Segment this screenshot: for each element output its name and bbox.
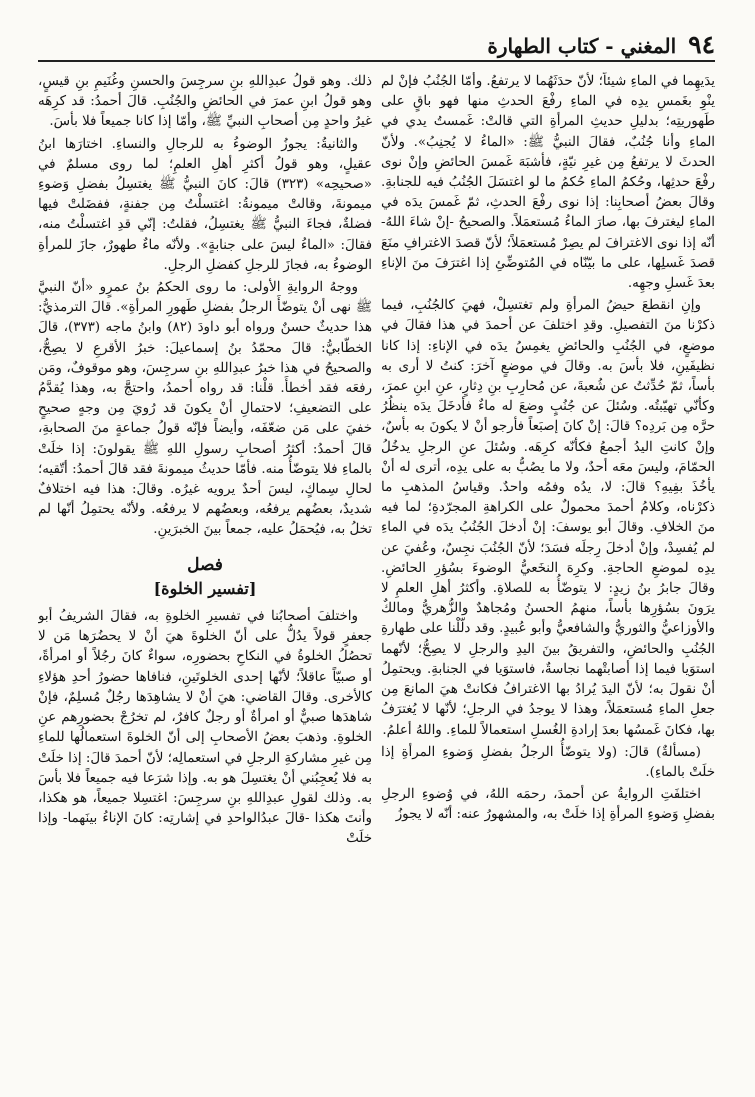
paragraph: واختلفَ أصحابُنا في تفسيرِ الخلوةِ به، فقالَ الشريفُ أبو جعفرٍ قولاً يدُلُّ على أنّ الخلوةَ هيَ أنْ لا يحضُرَها مَن لا تحصُلُ الخلوةُ في النكاحِ بحضورِه، سواءٌ كانَ رجُلاً أو امرأةً، أو صبيّاً عاقلاً؛ لأنّها إحدى الخلوتَينِ، فنافاها حضورُ أحدِ هؤلاءِ كالأخرى. وقالَ القاضي: هيَ أنْ لا يشاهِدَها رجُلٌ مُسلِمٌ، فإنْ شاهدَها صبيٌّ أو امرأةٌ أو رجلٌ كافرٌ، لم تخرُجْ بحضورِهم عنِ الخلوةِ. وذهبَ بعضُ الأصحابِ إلى أنّ الخلوةَ استعمالُها للماءِ مِن غيرِ مشاركةِ الرجلِ في استعمالِه؛ لأنّ أحمدَ قالَ: إذا خلَتْ به فلا يُعجِبُني أنْ يغتسِلَ هو به. وإذا شرَعا فيه جميعاً فلا بأسَ به. وذلك لقولِ عبدِاللهِ بنِ سرجِسَ: اغتسِلا جميعاً، هو هكذا، وأنتَ هكذا -قالَ عبدُالواحدِ في إشارتِه: كانَ الإناءُ بينَهما- وإذا خلَتْ xyxy=(38,609,372,847)
paragraph: ووجهُ الروايةِ الأولى: ما روى الحكمُ بنُ عمرٍو «أنّ النبيَّ ﷺ نهى أنْ يتوضّأَ الرجلُ بفضلِ طَهورِ المرأةِ». قالَ الترمذيُّ: هذا حديثٌ حسنٌ ورواه أبو داودَ (٨٢) وابنُ ماجه (٣٧٣)، قالَ الخطّابيُّ: قالَ محمّدُ بنُ إسماعيلَ: خبرُ الأقرعِ لا يصِحُّ، والصحيحُ في هذا خبرُ عبدِاللهِ بنِ سرجِسَ، وهو موقوفٌ، ومَن رفعَه فقد أخطأَ. قلْنا: قد رواه أحمدُ، واحتجَّ به، وهذا يُقدَّمُ على التضعيفِ؛ لاحتمالِ أنْ يكونَ قد رُويَ مِن وجهٍ صحيحٍ خفيَ على مَن ضعّفَه، وأيضاً فإنّه قولُ جماعةٍ منَ الصحابةِ، قالَ أحمدُ: أكثرُ أصحابِ رسولِ اللهِ ﷺ يقولونَ: إذا خلَتْ بالماءِ فلا يتوضّأُ منه. فأمّا حديثُ ميمونةَ فقد قالَ أحمدُ: أتّقيه؛ لحالِ سِماكٍ، ليسَ أحدٌ يرويه غيرُه. وقالَ: هذا فيه اختلافٌ شديدٌ، بعضُهم يرفعُه، وبعضُهم لا يرفعُه. ولأنّه يحتمِلُ أنّها لم تخلُ به، فيُحمَلُ عليه، جمعاً بينَ الخبرَينِ. xyxy=(38,280,372,538)
running-title: المغني - كتاب الطهارة xyxy=(487,34,677,58)
section-heading: فصل xyxy=(187,554,223,575)
paragraph: ذلك. وهو قولُ عبدِاللهِ بنِ سرجِسَ والحسنِ وغُنَيمِ بنِ قيسٍ، وهو قولُ ابنِ عمرَ في الحائضِ والجُنُبِ. قالَ أحمدُ: قد كرِهَه غيرُ واحدٍ مِن أصحابِ النبيِّ ﷺ، وأمّا إذا كانا جميعاً فلا بأسَ. xyxy=(38,74,372,130)
paragraph: اختلفَتِ الروايةُ عن أحمدَ، رحمَه اللهُ، في وُضوءِ الرجلِ بفضلِ وَضوءِ المرأةِ إذا خلَتْ به، والمشهورُ عنه: أنّه لا يجوزُ xyxy=(381,787,715,823)
left-column xyxy=(38,72,372,1069)
page-number: ٩٤ xyxy=(688,30,715,59)
paragraph: يدَيهِما في الماءِ شيئاً؛ لأنّ حدَثَهُما لا يرتفعُ. وأمّا الجُنُبُ فإنْ لم ينْوِ بغَمسِ يدِه في الماءِ رفْعَ الحدثِ منها فهو باقٍ على طَهوريتِه؛ بدليلِ حديثِ المرأةِ التي قالتْ: غَمستُ يدي في الماءِ وأنا جُنُبٌ، فقالَ النبيُّ ﷺ: «الماءُ لا يُجنِبُ». ولأنّ الحدثَ لا يرتفعُ مِن غيرِ نيّةٍ، فأشبَهَ غَمسَ الحائضِ وإنْ نوى رفْعَ حدثِها، وحُكمُ الماءِ حُكمُ ما لو اغتسَلَ الجُنُبُ فيه للجنابةِ. وقالَ بعضُ أصحابِنا: إذا نوى رفْعَ الحدثِ، ثمّ غَمسَ يدَه في الماءِ ليغترفَ بها، صارَ الماءُ مُستعمَلاً. والصحيحُ -إنْ شاءَ اللهُ- أنّه إذا نوى الاغترافَ لم يصِرْ مُستعمَلاً؛ لأنّ قصدَ الاغترافِ منَعَ قصدَ غَسلِها، على ما بيّنّاه في المُتوضِّئِ إذا اغترَفَ منَ الإناءِ بعدَ غَسلِ وجهِه. xyxy=(381,74,715,292)
paragraph: وإنِ انقطعَ حيضُ المرأةِ ولم تغتسِلْ، فهيَ كالجُنُبِ، فيما ذكرْنا منَ التفصيلِ. وقدِ اختلفَ عن أحمدَ في هذا فقالَ في موضعٍ، في الجُنُبِ والحائضِ يغمِسُ يدَه في الإناءِ: إذا كانا نظيفَينِ، فلا بأسَ به. وقالَ في موضعٍ آخرَ: كنتُ لا أرى به بأساً، ثمّ حُدِّثتُ عن شُعبةَ، عن مُحارِبِ بنِ دِثارٍ، عنِ ابنِ عمرَ، وكأنّي تهيّبتُه. وسُئلَ عن جُنُبٍ وضعَ له ماءٌ فأدخَلَ يدَه ينظُرُ حرَّه مِن بَردِه؟ قالَ: إنْ كانَ إصبَعاً فأرجو أنْ لا يكونَ به بأسٌ، وإنْ كانتِ اليدُ أجمعُ فكأنّه كرِهَه. وسُئلَ عنِ الرجلِ يدخُلُ الحمّامَ، وليسَ معَه أحدٌ، ولا ما يصُبُّ به على يدِه، أترى له أنْ يأخُذَ بفِيهِ؟ قالَ: لا، يدُه وفمُه واحدٌ. وقياسُ المذهبِ ما ذكرْناه، وكلامُ أحمدَ محمولٌ على الكراهةِ المجرّدةِ؛ لما فيه منَ الخلافِ. وقالَ أبو يوسفَ: إنْ أدخلَ الجُنُبُ يدَه في الماءِ لم يُفسِدْ، وإنْ أدخلَ رِجلَه فسَدَ؛ لأنّ الجُنُبَ نجِسٌ، وعُفيَ عن يدِه لموضعِ الحاجةِ. وكرِهَ النخَعيُّ الوضوءَ بسُؤرِ الحائضِ. وقالَ جابرُ بنُ زيدٍ: لا يتوضّأُ به للصلاةِ. وأكثرُ أهلِ العلمِ لا يرَونَ بسُؤرِها بأساً، منهمُ الحسنُ ومُجاهدٌ والزُّهريُّ ومالكٌ والأوزاعيُّ والثوريُّ والشافعيُّ وأبو عُبيدٍ. وقد دلّلْنا على طهارةِ الجُنُبِ والحائضِ، والتفريقُ بينَ اليدِ والرجلِ لا يصِحُّ؛ لأنّهما استوَيا فيما إذا أصابتْهما نجاسةٌ، فاستوَيا في الجنابةِ. ويحتمِلُ أنْ نقولَ به؛ لأنّ اليدَ يُرادُ بها الاغترافُ فكانتْ هيَ المانعَ مِن جعلِ الماءِ مُستعمَلاً، وهذا لا يوجدُ في الرجلِ؛ لأنّها لا يُغترَفُ بها، فكانَ غَمسُها بعدَ إرادةِ الغُسلِ استعمالاً للماءِ. واللهُ أعلمُ. xyxy=(381,298,715,738)
section-subheading: [تفسير الخلوة] xyxy=(153,578,257,598)
page-header xyxy=(38,26,715,60)
right-column xyxy=(381,72,715,1069)
header-rule xyxy=(38,60,715,62)
paragraph: والثانيةُ: يجوزُ الوضوءُ به للرجالِ والنساءِ. اختارَها ابنُ عقيلٍ، وهو قولُ أكثرِ أهلِ العلمِ؛ لما روى مسلمٌ في «صحيحِه» (٣٢٣) قالَ: كانَ النبيُّ ﷺ يغتسِلُ بفضلِ وَضوءِ ميمونةَ، وقالتْ ميمونةُ: اغتسلْتُ مِن جفنةٍ، ففضَلتْ فيها فضلةٌ، فجاءَ النبيُّ ﷺ يغتسِلُ، فقلتُ: إنّي قدِ اغتسلْتُ منه، فقالَ: «الماءُ ليسَ على جنابةٍ». ولأنّه ماءٌ طهورٌ، جازَ للمرأةِ الوضوءُ به، فجازَ للرجلِ كفضلِ الرجلِ. xyxy=(38,136,372,273)
paragraph: (مسألةٌ) قالَ: (ولا يتوضّأُ الرجلُ بفضلِ وَضوءِ المرأةِ إذا خلَتْ بالماءِ). xyxy=(381,744,715,780)
